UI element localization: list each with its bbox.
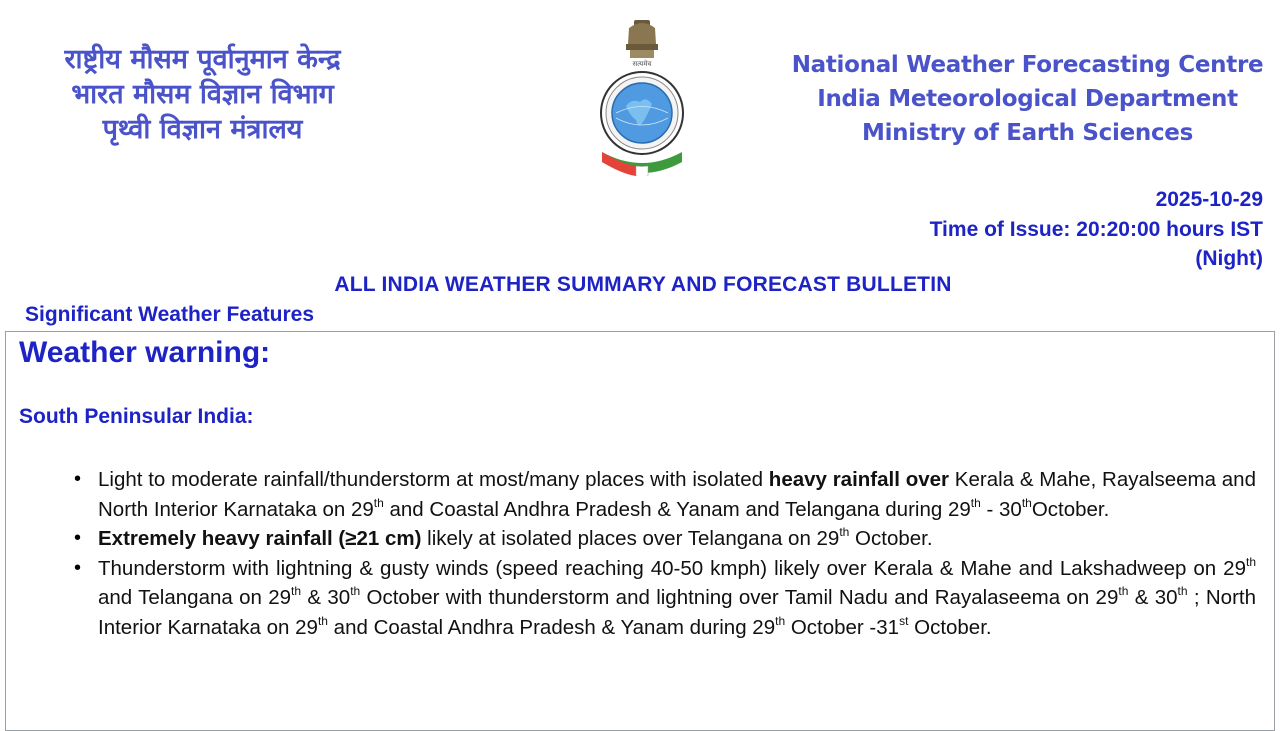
english-header bbox=[790, 48, 1265, 150]
issue-period: (Night) bbox=[1195, 247, 1263, 270]
issue-date: 2025-10-29 bbox=[1155, 188, 1263, 211]
hindi-line-1: राष्ट्रीय मौसम पूर्वानुमान केन्द्र bbox=[64, 44, 341, 75]
svg-text:सत्यमेव: सत्यमेव bbox=[632, 60, 652, 68]
list-item bbox=[6, 554, 1274, 643]
bullet-text: Light to moderate rainfall/thunderstorm at most/many places with isolated heavy rainfall over Kerala & Mahe, Rayalseema and North Interior Karnataka on 29th and Coastal Andhra Pradesh & Yanam and Telangana during 29th - 30thOctober. bbox=[98, 468, 1256, 521]
bullet-text: Thunderstorm with lightning & gusty winds (speed reaching 40-50 kmph) likely over Kerala & Mahe and Lakshadweep on 29th and Telangana on 29th & 30th October with thunderstorm and lightning over Tamil Nadu and Rayalaseema on 29th & 30th ; North Interior Karnataka on 29th and Coastal Andhra Pradesh & Yanam during 29th October -31st October. bbox=[98, 554, 1257, 639]
list-item bbox=[6, 465, 1274, 524]
english-line-1: National Weather Forecasting Centre bbox=[791, 52, 1264, 78]
section-title: Significant Weather Features bbox=[25, 303, 315, 326]
english-line-2: India Meteorological Department bbox=[817, 86, 1238, 112]
issue-info bbox=[930, 185, 1263, 274]
bullet-text: Extremely heavy rainfall (≥21 cm) likely at isolated places over Telangana on 29th October. bbox=[98, 525, 933, 550]
hindi-line-3: पृथ्वी विज्ञान मंत्रालय bbox=[102, 114, 303, 145]
warning-list bbox=[6, 465, 1274, 642]
hindi-line-2: भारत मौसम विज्ञान विभाग bbox=[71, 79, 334, 110]
list-item bbox=[6, 524, 1274, 554]
bulletin-title: ALL INDIA WEATHER SUMMARY AND FORECAST BULLETIN bbox=[334, 273, 952, 296]
imd-emblem-icon bbox=[596, 18, 688, 176]
english-line-3: Ministry of Earth Sciences bbox=[861, 120, 1193, 146]
warning-panel bbox=[5, 331, 1275, 731]
hindi-header bbox=[30, 42, 375, 147]
bullet-icon: • bbox=[74, 556, 82, 579]
issue-time: Time of Issue: 20:20:00 hours IST bbox=[929, 217, 1263, 241]
warning-title: Weather warning: bbox=[19, 336, 271, 369]
bullet-icon: • bbox=[74, 527, 82, 549]
region-title: South Peninsular India: bbox=[19, 405, 254, 428]
bullet-icon: • bbox=[74, 468, 82, 490]
